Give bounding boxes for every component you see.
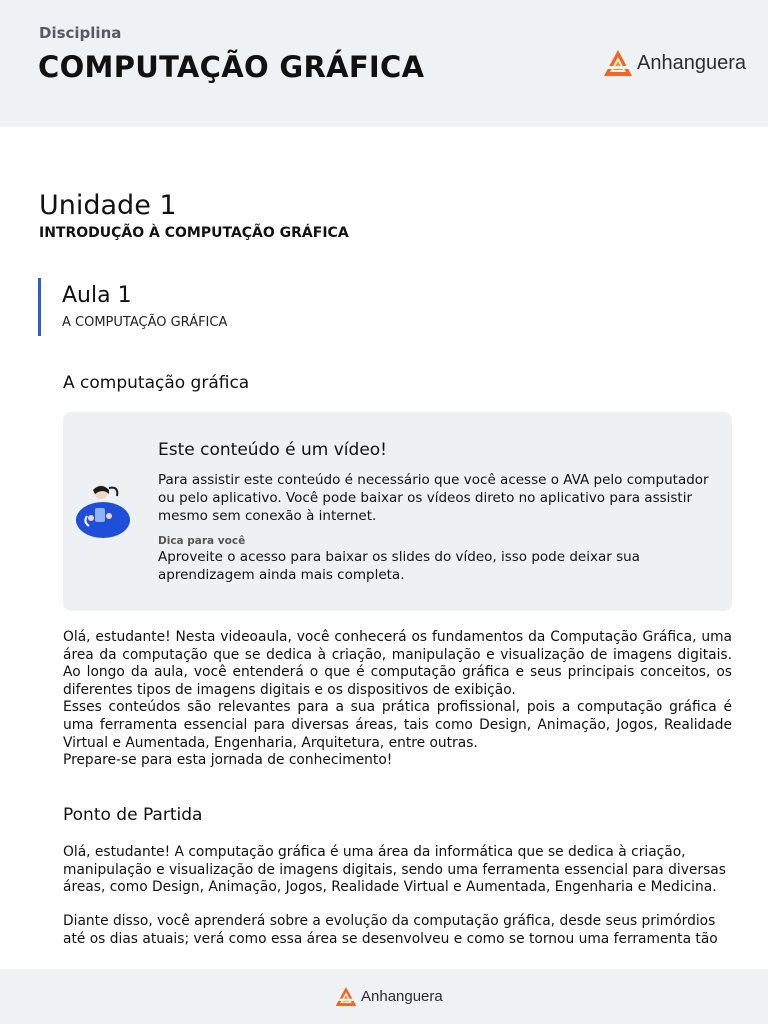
video-card-heading: Este conteúdo é um vídeo! xyxy=(158,440,387,460)
unit-subtitle: INTRODUÇÃO À COMPUTAÇÃO GRÁFICA xyxy=(39,225,349,241)
ponto-de-partida-paragraph-2-clip xyxy=(63,913,732,969)
lesson-title: Aula 1 xyxy=(62,283,132,308)
video-card-text: Para assistir este conteúdo é necessário que você acesse o AVA pelo computador ou pelo aplicativo. Você pode baixar os vídeos direto no aplicativo para assistir mesmo sem conexão à internet. xyxy=(158,472,709,524)
section-title-computacao-grafica: A computação gráfica xyxy=(63,373,250,393)
discipline-title: COMPUTAÇÃO GRÁFICA xyxy=(38,50,425,84)
section-title-ponto-de-partida: Ponto de Partida xyxy=(63,805,203,825)
tip-text: Aproveite o acesso para baixar os slides do vídeo, isso pode deixar sua aprendizagem ainda mais completa. xyxy=(158,549,640,583)
anhanguera-logo xyxy=(603,49,746,77)
intro-paragraphs xyxy=(63,629,732,770)
page-header xyxy=(0,0,768,127)
footer-logo-text: Anhanguera xyxy=(361,988,443,1005)
unit-title: Unidade 1 xyxy=(39,190,177,221)
intro-paragraph-2: Esses conteúdos são relevantes para a sua prática profissional, pois a computação gráfica é uma ferramenta essencial para diversas áreas, tais como Design, Animação, Jogos, Realidade Virtual e Aumentada, Engenharia, Arquitetura, entre outras. xyxy=(63,699,732,751)
discipline-label: Disciplina xyxy=(39,24,122,42)
footer-anhanguera-logo xyxy=(335,986,443,1007)
lesson-accent-bar xyxy=(38,278,41,336)
intro-paragraph-1: Olá, estudante! Nesta videoaula, você conhecerá os fundamentos da Computação Gráfica, uma área da computação que se dedica à criação, manipulação e visualização de imagens digitais. Ao longo da aula, você entenderá o que é computação gráfica e seus principais conceitos, os diferentes tipos de imagens digitais e os dispositivos de exibição. xyxy=(63,629,732,698)
ponto-de-partida-paragraph-1: Olá, estudante! A computação gráfica é uma área da informática que se dedica à criação, manipulação e visualização de imagens digitais, sendo uma ferramenta essencial para diversas áreas, como Design, Animação, Jogos, Realidade Virtual e Aumentada, Engenharia e Medicina. xyxy=(63,844,726,896)
lesson-subtitle: A COMPUTAÇÃO GRÁFICA xyxy=(62,315,228,330)
logo-text: Anhanguera xyxy=(637,51,746,74)
anhanguera-logo-icon xyxy=(603,49,633,77)
intro-paragraph-3: Prepare-se para esta jornada de conhecimento! xyxy=(63,752,393,769)
person-with-device-illustration-icon xyxy=(73,482,135,540)
video-info-card xyxy=(63,412,732,611)
footer-anhanguera-logo-icon xyxy=(335,986,357,1007)
tip-label: Dica para você xyxy=(158,535,246,547)
ponto-de-partida-paragraph-2: Diante disso, você aprenderá sobre a evolução da computação gráfica, desde seus primórdios até os dias atuais; verá como essa área se desenvolveu e como se tornou uma ferramenta tão xyxy=(63,913,718,947)
